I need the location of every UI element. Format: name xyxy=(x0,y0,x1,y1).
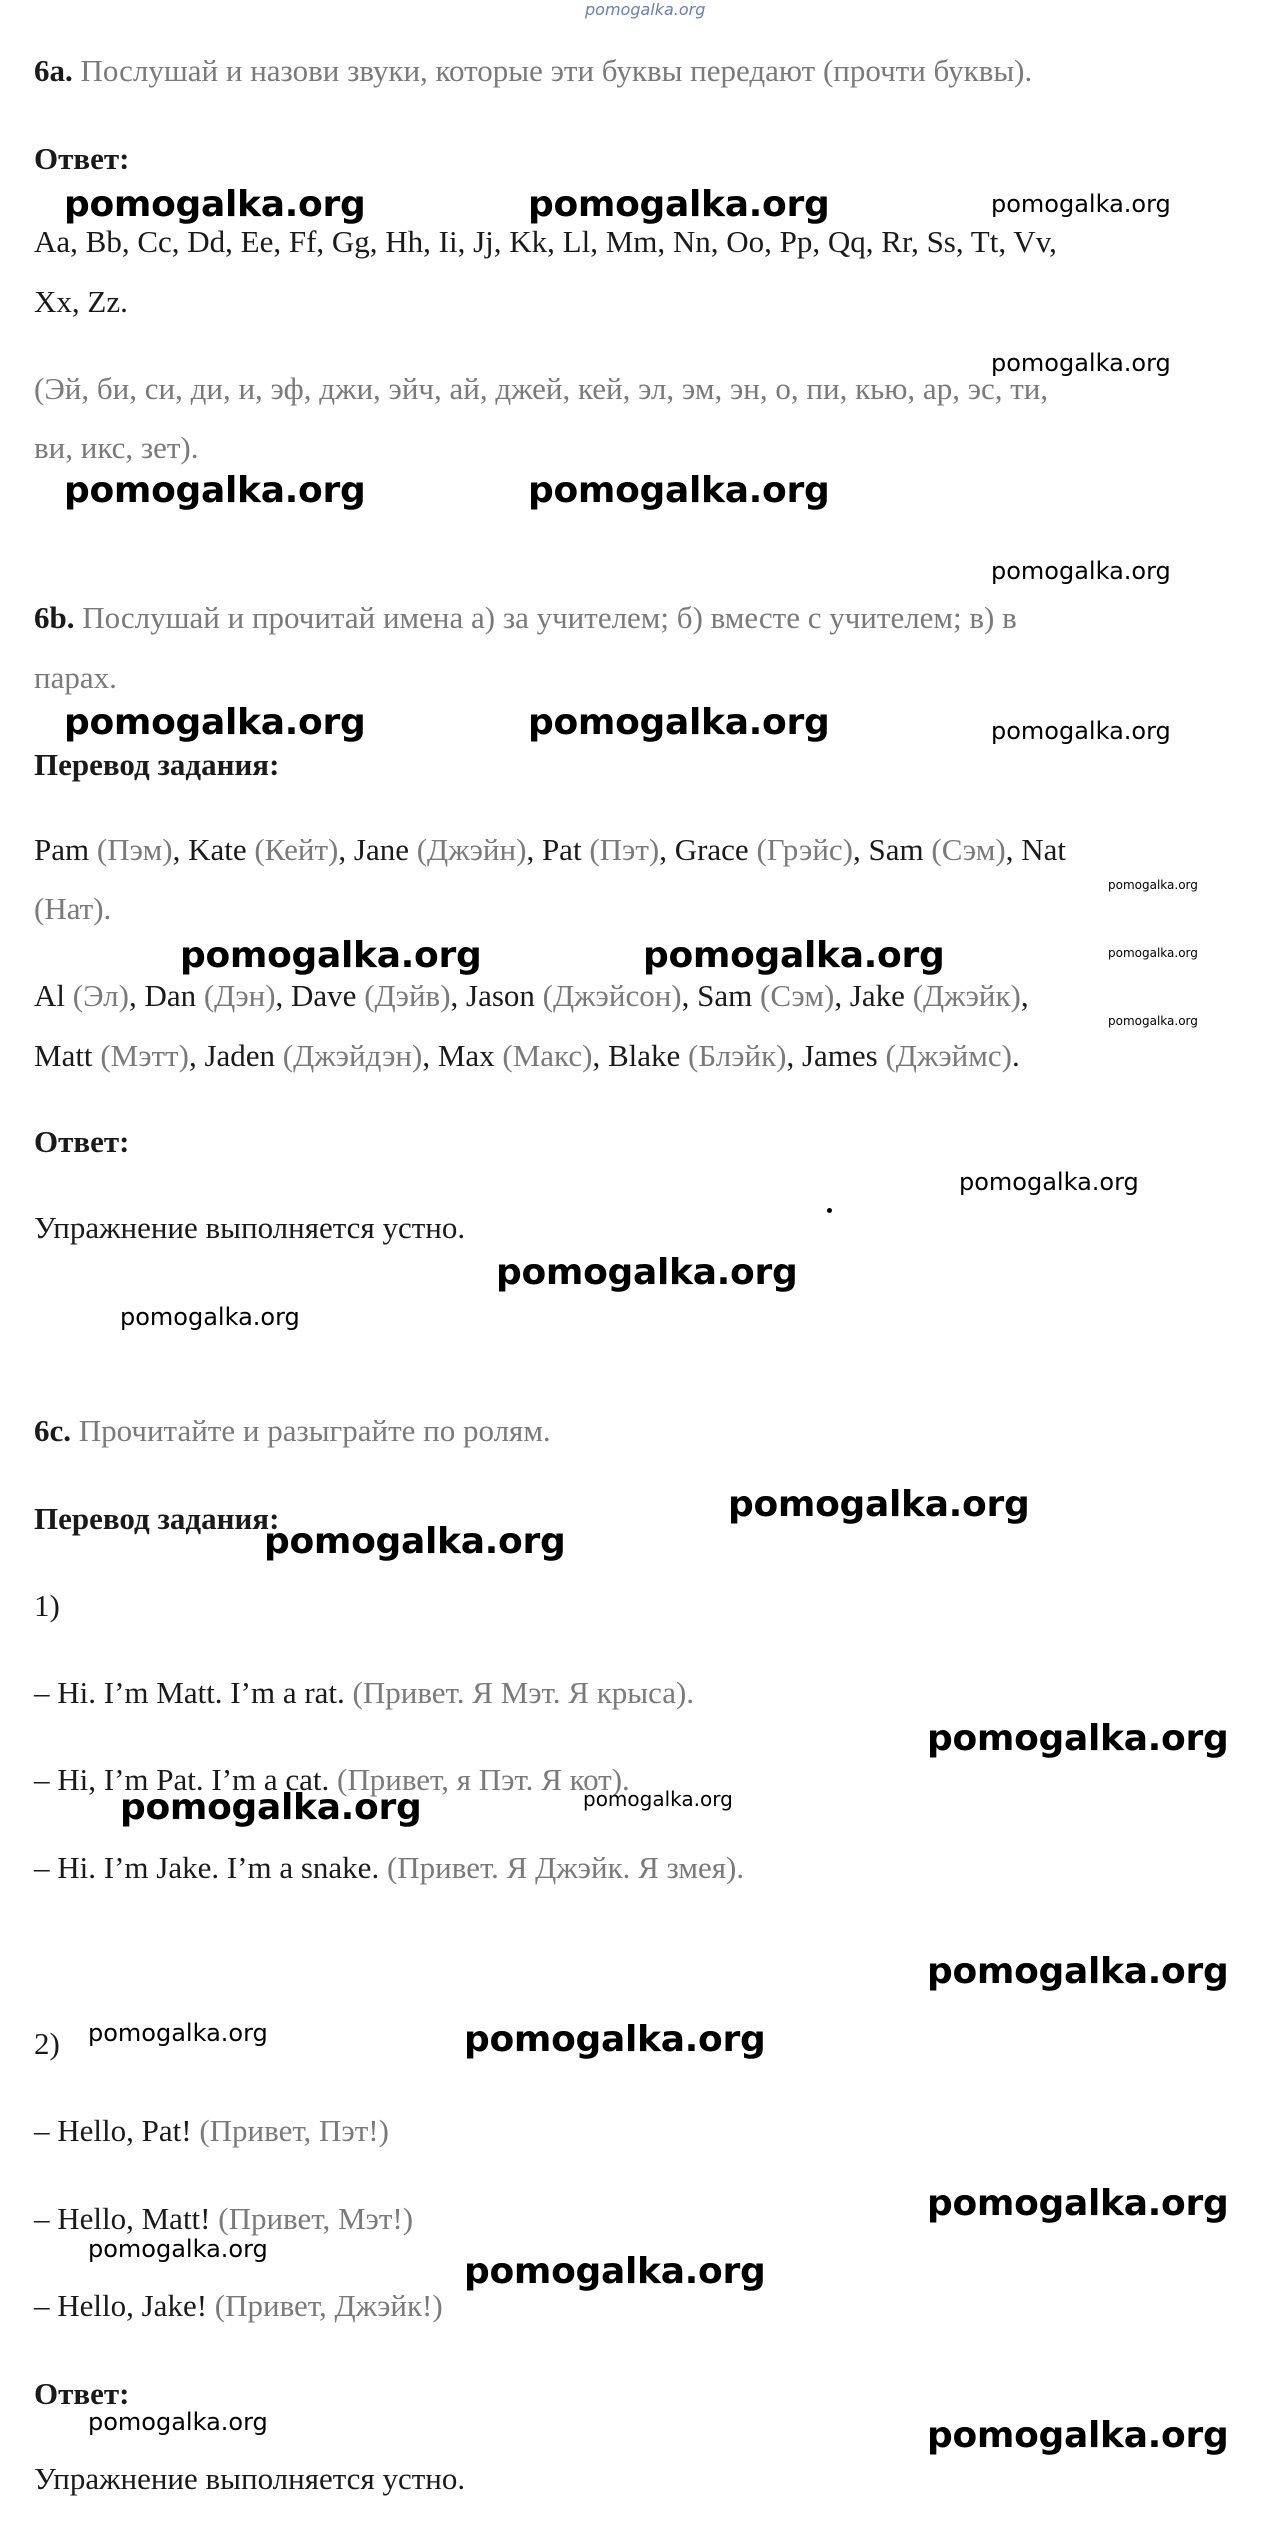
dialogue-en: – Hi. I’m Matt. I’m a rat. xyxy=(34,1675,345,1710)
task-text: парах. xyxy=(34,660,117,695)
name-en: Max xyxy=(437,1038,495,1073)
watermark: pomogalka.org xyxy=(991,190,1171,218)
watermark: pomogalka.org xyxy=(88,2019,268,2047)
name-en: Al xyxy=(34,978,65,1013)
watermark: pomogalka.org xyxy=(1108,878,1198,892)
separator: . xyxy=(1011,1038,1020,1073)
translation-label: Перевод задания: xyxy=(34,1501,280,1536)
name-ru: (Дэйв) xyxy=(364,978,451,1013)
task-text: Послушай и прочитай имена а) за учителем; б) вместе с учителем; в) в xyxy=(74,600,1017,635)
exercise-number: 6a. xyxy=(34,53,73,88)
dialogue-ru: (Привет. Я Джэйк. Я змея). xyxy=(379,1850,745,1885)
exercise-6c-task xyxy=(34,1411,551,1451)
name-ru: (Мэтт) xyxy=(100,1038,189,1073)
name-en: Dave xyxy=(291,978,357,1013)
part-label: 1) xyxy=(34,1588,60,1623)
answer-label: Ответ: xyxy=(34,141,130,176)
dialogue-en: – Hello, Pat! xyxy=(34,2113,192,2148)
dialogue-ru: (Привет, Джэйк!) xyxy=(207,2288,443,2323)
name-en: Jaden xyxy=(204,1038,276,1073)
watermark: pomogalka.org xyxy=(120,1303,300,1331)
name-en: Sam xyxy=(697,978,753,1013)
watermark: pomogalka.org xyxy=(464,2019,766,2060)
name-en: James xyxy=(801,1038,878,1073)
name-ru: (Грэйс) xyxy=(756,832,853,867)
name-ru: (Джэймс) xyxy=(885,1038,1012,1073)
separator: , xyxy=(834,978,850,1013)
watermark: pomogalka.org xyxy=(528,702,830,743)
separator: , xyxy=(128,978,145,1013)
exercise-6b-task xyxy=(34,598,1017,638)
name-ru: (Пэм) xyxy=(96,832,173,867)
separator: , xyxy=(526,832,542,867)
name-en: Jason xyxy=(466,978,535,1013)
watermark: pomogalka.org xyxy=(1108,1014,1198,1028)
letters-line: Aa, Bb, Cc, Dd, Ee, Ff, Gg, Hh, Ii, Jj, Kk, Ll, Mm, Nn, Oo, Pp, Qq, Rr, Ss, Tt, Vv, xyxy=(34,224,1057,259)
dialogue-line xyxy=(34,2111,389,2151)
watermark: pomogalka.org xyxy=(927,2183,1229,2224)
watermark: pomogalka.org xyxy=(959,1168,1139,1196)
watermark: pomogalka.org xyxy=(991,349,1171,377)
name-en: Sam xyxy=(868,832,924,867)
dialogue-ru: (Привет, я Пэт. Я кот). xyxy=(329,1762,630,1797)
name-en: Pat xyxy=(541,832,582,867)
names-row xyxy=(34,976,1029,1016)
answer-label: Ответ: xyxy=(34,1124,130,1159)
name-en: Nat xyxy=(1021,832,1066,867)
name-ru: (Пэт) xyxy=(589,832,660,867)
name-en: Kate xyxy=(188,832,247,867)
separator: , xyxy=(592,1038,608,1073)
name-ru: (Кейт) xyxy=(254,832,339,867)
watermark: pomogalka.org xyxy=(464,2251,766,2292)
dialogue-line xyxy=(34,2286,443,2326)
name-ru: (Эл) xyxy=(72,978,129,1013)
dialogue-ru: (Привет, Пэт!) xyxy=(191,2113,389,2148)
name-en: Grace xyxy=(674,832,749,867)
separator: , xyxy=(853,832,869,867)
watermark: pomogalka.org xyxy=(496,1252,798,1293)
exercise-number: 6b. xyxy=(34,600,75,635)
watermark: pomogalka.org xyxy=(180,935,482,976)
watermark: pomogalka.org xyxy=(88,2235,268,2263)
letters-line: Xx, Zz. xyxy=(34,284,128,319)
answer-label: Ответ: xyxy=(34,2376,130,2411)
watermark: pomogalka.org xyxy=(64,470,366,511)
name-ru: (Сэм) xyxy=(760,978,835,1013)
answer-text: Упражнение выполняется устно. xyxy=(34,1210,466,1245)
separator: , xyxy=(450,978,467,1013)
sounds-line: (Эй, би, си, ди, и, эф, джи, эйч, ай, джей, кей, эл, эм, эн, о, пи, кью, ар, эс, ти, xyxy=(34,371,1049,406)
names-row xyxy=(34,1036,1020,1076)
separator: , xyxy=(1005,832,1022,867)
watermark: pomogalka.org xyxy=(728,1484,1030,1525)
dialogue-line xyxy=(34,2199,413,2239)
sounds-line: ви, икс, зет). xyxy=(34,430,199,465)
dialogue-ru: (Привет. Я Мэт. Я крыса). xyxy=(344,1675,695,1710)
name-en: Matt xyxy=(34,1038,93,1073)
name-ru: (Джэйсон) xyxy=(542,978,682,1013)
name-ru: (Блэйк) xyxy=(688,1038,787,1073)
name-ru: (Джэйдэн) xyxy=(282,1038,423,1073)
part-label: 2) xyxy=(34,2026,60,2061)
exercise-6a-task xyxy=(34,51,1032,91)
top-watermark: pomogalka.org xyxy=(585,0,706,19)
separator: , xyxy=(422,1038,438,1073)
dialogue-ru: (Привет, Мэт!) xyxy=(210,2201,414,2236)
watermark: pomogalka.org xyxy=(528,470,830,511)
watermark: pomogalka.org xyxy=(927,1951,1229,1992)
name-en: Pam xyxy=(34,832,90,867)
dialogue-line xyxy=(34,1673,694,1713)
name-ru: (Дэн) xyxy=(203,978,276,1013)
dialogue-en: – Hi, I’m Pat. I’m a cat. xyxy=(34,1762,330,1797)
answer-text: Упражнение выполняется устно. xyxy=(34,2461,466,2496)
task-text: Послушай и назови звуки, которые эти буквы передают (прочти буквы). xyxy=(72,53,1033,88)
watermark: pomogalka.org xyxy=(991,557,1171,585)
watermark: pomogalka.org xyxy=(1108,946,1198,960)
separator: , xyxy=(188,1038,205,1073)
stray-dot xyxy=(827,1208,832,1213)
task-text: Прочитайте и разыграйте по ролям. xyxy=(71,1413,551,1448)
separator: , xyxy=(1020,978,1029,1013)
name-en: Jane xyxy=(353,832,409,867)
names-row xyxy=(34,830,1066,870)
dialogue-en: – Hi. I’m Jake. I’m a snake. xyxy=(34,1850,380,1885)
watermark: pomogalka.org xyxy=(927,2415,1229,2456)
name-ru: (Макс) xyxy=(502,1038,593,1073)
watermark: pomogalka.org xyxy=(583,1787,733,1811)
watermark: pomogalka.org xyxy=(528,184,830,225)
watermark: pomogalka.org xyxy=(927,1718,1229,1759)
separator: , xyxy=(681,978,698,1013)
dialogue-en: – Hello, Matt! xyxy=(34,2201,211,2236)
watermark: pomogalka.org xyxy=(264,1521,566,1562)
dialogue-line xyxy=(34,1848,744,1888)
name-ru: (Сэм) xyxy=(931,832,1006,867)
separator: , xyxy=(275,978,292,1013)
name-en: Jake xyxy=(849,978,905,1013)
watermark: pomogalka.org xyxy=(64,184,366,225)
name-en: Dan xyxy=(144,978,197,1013)
watermark: pomogalka.org xyxy=(991,717,1171,745)
separator: , xyxy=(786,1038,802,1073)
separator: , xyxy=(659,832,675,867)
separator: , xyxy=(338,832,354,867)
watermark: pomogalka.org xyxy=(120,1787,422,1828)
name-ru: (Джэйн) xyxy=(416,832,527,867)
name-ru: (Джэйк) xyxy=(912,978,1021,1013)
watermark: pomogalka.org xyxy=(88,2408,268,2436)
separator: , xyxy=(172,832,189,867)
watermark: pomogalka.org xyxy=(64,702,366,743)
dialogue-en: – Hello, Jake! xyxy=(34,2288,208,2323)
exercise-number: 6c. xyxy=(34,1413,72,1448)
watermark: pomogalka.org xyxy=(643,935,945,976)
name-en: Blake xyxy=(607,1038,681,1073)
names-row-continuation: (Нат). xyxy=(34,891,112,926)
translation-label: Перевод задания: xyxy=(34,747,280,782)
